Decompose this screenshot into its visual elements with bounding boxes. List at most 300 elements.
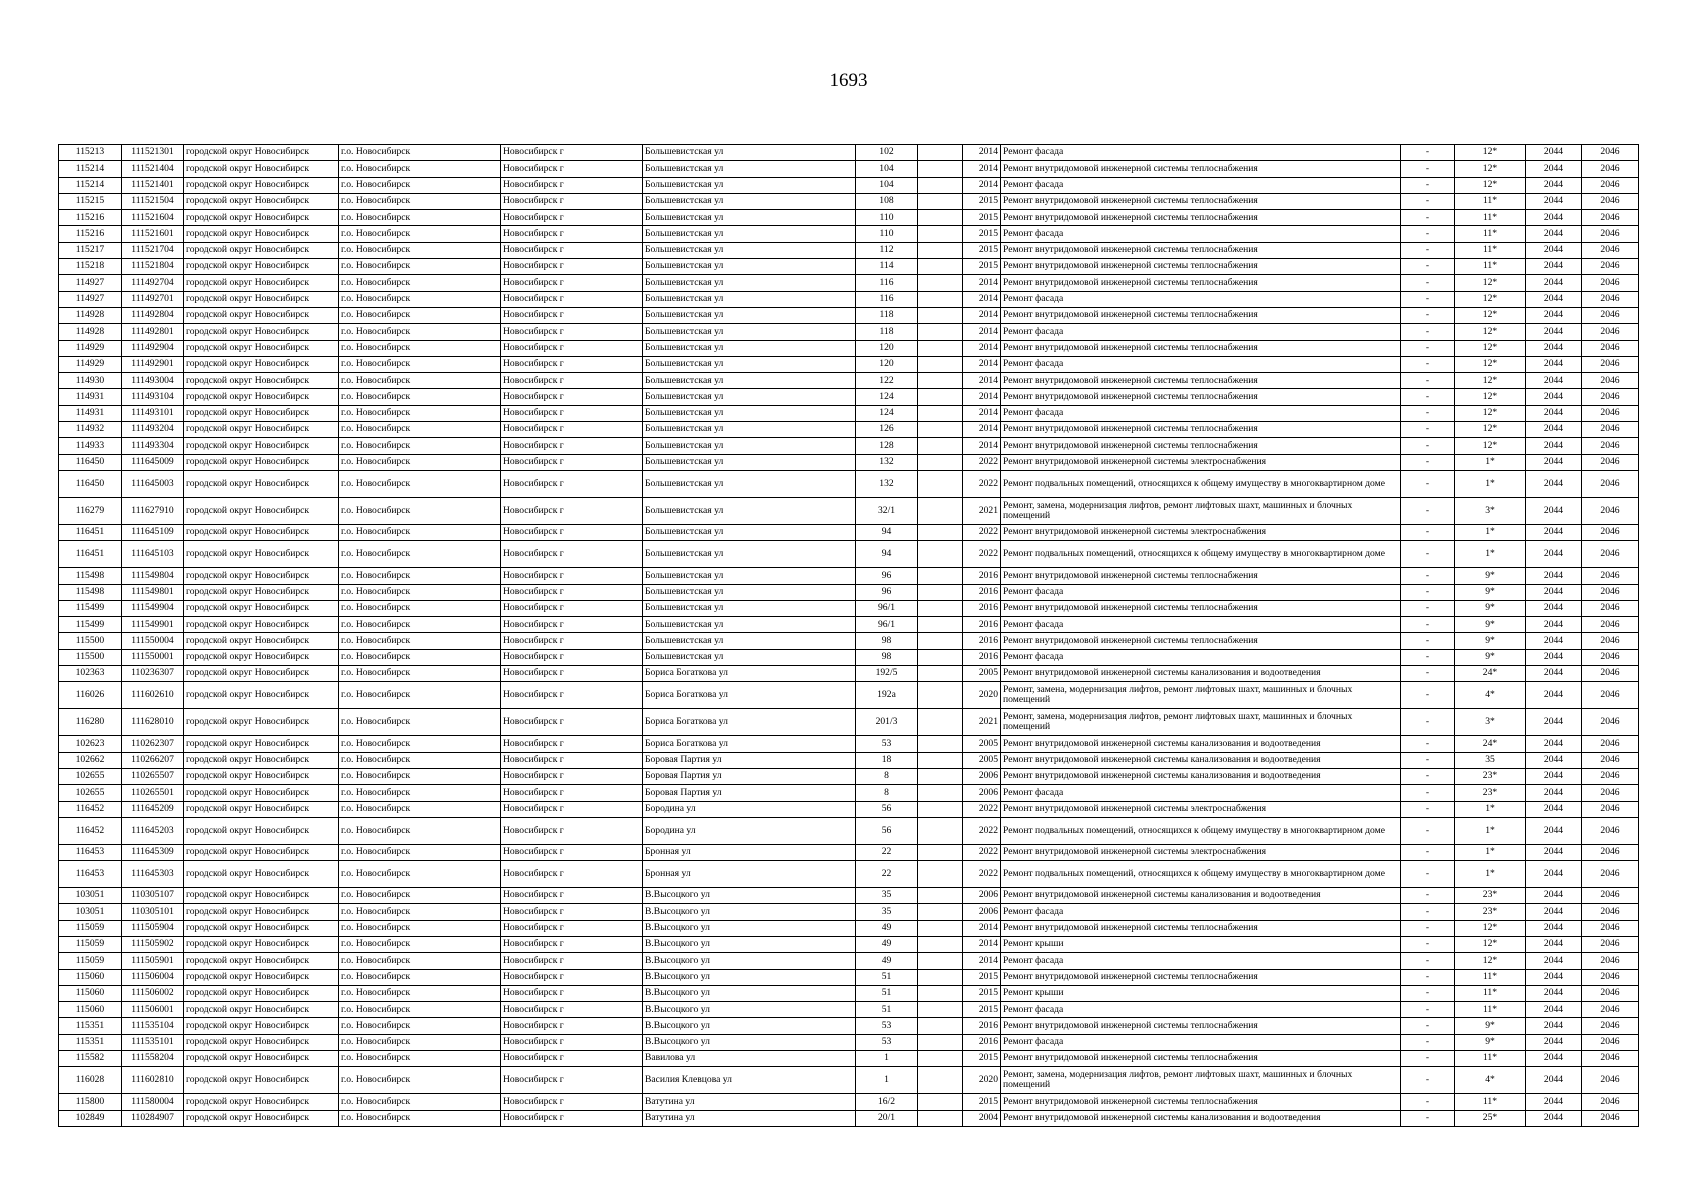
cell-work-type: Ремонт внутридомовой инженерной системы теплоснабжения — [1001, 275, 1401, 291]
cell-municipality: городской округ Новосибирск — [184, 291, 339, 307]
cell-street: В.Высоцкого ул — [643, 953, 856, 969]
cell-work-type: Ремонт внутридомовой инженерной системы теплоснабжения — [1001, 259, 1401, 275]
cell-building — [918, 340, 963, 356]
table-row — [59, 145, 1639, 161]
cell-construction-year: 2015 — [963, 969, 1001, 985]
cell-construction-year: 2015 — [963, 242, 1001, 258]
cell-start-year: 2044 — [1526, 817, 1582, 844]
cell-dash-field: - — [1401, 259, 1455, 275]
cell-end-year: 2046 — [1582, 497, 1639, 524]
cell-work-type: Ремонт фасада — [1001, 291, 1401, 307]
cell-construction-year: 2004 — [963, 1110, 1001, 1126]
cell-municipality: городской округ Новосибирск — [184, 145, 339, 161]
cell-end-year: 2046 — [1582, 936, 1639, 952]
cell-work-type: Ремонт подвальных помещений, относящихся к общему имуществу в многоквартирном доме — [1001, 541, 1401, 568]
cell-dash-field: - — [1401, 682, 1455, 709]
cell-settlement-type: г.о. Новосибирск — [339, 193, 501, 209]
cell-house-number: 108 — [856, 193, 918, 209]
table-row — [59, 193, 1639, 209]
cell-age-years: 24* — [1455, 736, 1526, 752]
cell-dash-field: - — [1401, 801, 1455, 817]
cell-record-id: 115500 — [59, 633, 122, 649]
cell-municipality: городской округ Новосибирск — [184, 709, 339, 736]
cell-record-id: 115582 — [59, 1051, 122, 1067]
cell-city: Новосибирск г — [501, 470, 643, 497]
cell-construction-year: 2014 — [963, 161, 1001, 177]
cell-dash-field: - — [1401, 1018, 1455, 1034]
cell-record-id: 116452 — [59, 801, 122, 817]
cell-work-type: Ремонт внутридомовой инженерной системы теплоснабжения — [1001, 161, 1401, 177]
table-row — [59, 1094, 1639, 1110]
table-row — [59, 568, 1639, 584]
cell-object-code: 111506002 — [122, 985, 184, 1001]
cell-record-id: 116453 — [59, 861, 122, 888]
cell-city: Новосибирск г — [501, 422, 643, 438]
cell-construction-year: 2014 — [963, 936, 1001, 952]
cell-city: Новосибирск г — [501, 568, 643, 584]
cell-city: Новосибирск г — [501, 861, 643, 888]
cell-work-type: Ремонт внутридомовой инженерной системы теплоснабжения — [1001, 600, 1401, 616]
cell-object-code: 110236307 — [122, 666, 184, 682]
cell-age-years: 12* — [1455, 307, 1526, 323]
cell-age-years: 12* — [1455, 373, 1526, 389]
cell-dash-field: - — [1401, 709, 1455, 736]
cell-end-year: 2046 — [1582, 861, 1639, 888]
cell-start-year: 2044 — [1526, 307, 1582, 323]
cell-house-number: 116 — [856, 275, 918, 291]
cell-object-code: 111645003 — [122, 470, 184, 497]
cell-street: Большевистская ул — [643, 324, 856, 340]
cell-start-year: 2044 — [1526, 785, 1582, 801]
cell-object-code: 111645103 — [122, 541, 184, 568]
cell-building — [918, 985, 963, 1001]
cell-settlement-type: г.о. Новосибирск — [339, 633, 501, 649]
cell-record-id: 114931 — [59, 389, 122, 405]
cell-city: Новосибирск г — [501, 1094, 643, 1110]
cell-construction-year: 2015 — [963, 1051, 1001, 1067]
cell-street: Бородина ул — [643, 801, 856, 817]
cell-work-type: Ремонт внутридомовой инженерной системы теплоснабжения — [1001, 1094, 1401, 1110]
cell-street: Большевистская ул — [643, 422, 856, 438]
cell-municipality: городской округ Новосибирск — [184, 969, 339, 985]
cell-dash-field: - — [1401, 1051, 1455, 1067]
cell-dash-field: - — [1401, 373, 1455, 389]
cell-dash-field: - — [1401, 291, 1455, 307]
cell-municipality: городской округ Новосибирск — [184, 1094, 339, 1110]
cell-house-number: 8 — [856, 785, 918, 801]
cell-city: Новосибирск г — [501, 888, 643, 904]
cell-end-year: 2046 — [1582, 817, 1639, 844]
cell-work-type: Ремонт внутридомовой инженерной системы теплоснабжения — [1001, 340, 1401, 356]
cell-settlement-type: г.о. Новосибирск — [339, 226, 501, 242]
cell-end-year: 2046 — [1582, 405, 1639, 421]
cell-construction-year: 2005 — [963, 752, 1001, 768]
cell-house-number: 20/1 — [856, 1110, 918, 1126]
cell-city: Новосибирск г — [501, 226, 643, 242]
cell-construction-year: 2005 — [963, 736, 1001, 752]
cell-construction-year: 2006 — [963, 785, 1001, 801]
cell-work-type: Ремонт фасада — [1001, 1002, 1401, 1018]
cell-dash-field: - — [1401, 768, 1455, 784]
cell-building — [918, 936, 963, 952]
cell-age-years: 12* — [1455, 145, 1526, 161]
cell-dash-field: - — [1401, 307, 1455, 323]
cell-house-number: 35 — [856, 904, 918, 920]
cell-record-id: 116450 — [59, 454, 122, 470]
cell-work-type: Ремонт фасада — [1001, 405, 1401, 421]
cell-settlement-type: г.о. Новосибирск — [339, 617, 501, 633]
cell-age-years: 11* — [1455, 210, 1526, 226]
cell-record-id: 102363 — [59, 666, 122, 682]
cell-age-years: 11* — [1455, 1002, 1526, 1018]
cell-house-number: 1 — [856, 1067, 918, 1094]
cell-settlement-type: г.о. Новосибирск — [339, 356, 501, 372]
cell-start-year: 2044 — [1526, 969, 1582, 985]
cell-city: Новосибирск г — [501, 259, 643, 275]
cell-end-year: 2046 — [1582, 356, 1639, 372]
cell-city: Новосибирск г — [501, 1018, 643, 1034]
cell-municipality: городской округ Новосибирск — [184, 177, 339, 193]
cell-object-code: 111602810 — [122, 1067, 184, 1094]
cell-municipality: городской округ Новосибирск — [184, 242, 339, 258]
cell-house-number: 22 — [856, 861, 918, 888]
cell-object-code: 110265507 — [122, 768, 184, 784]
cell-municipality: городской округ Новосибирск — [184, 1067, 339, 1094]
cell-building — [918, 389, 963, 405]
cell-municipality: городской округ Новосибирск — [184, 953, 339, 969]
cell-construction-year: 2014 — [963, 275, 1001, 291]
cell-end-year: 2046 — [1582, 1002, 1639, 1018]
cell-dash-field: - — [1401, 920, 1455, 936]
cell-house-number: 49 — [856, 936, 918, 952]
cell-object-code: 111645109 — [122, 524, 184, 540]
cell-start-year: 2044 — [1526, 600, 1582, 616]
cell-construction-year: 2016 — [963, 633, 1001, 649]
cell-settlement-type: г.о. Новосибирск — [339, 324, 501, 340]
cell-building — [918, 600, 963, 616]
cell-street: Большевистская ул — [643, 275, 856, 291]
cell-end-year: 2046 — [1582, 454, 1639, 470]
cell-city: Новосибирск г — [501, 356, 643, 372]
cell-house-number: 132 — [856, 470, 918, 497]
cell-settlement-type: г.о. Новосибирск — [339, 844, 501, 860]
cell-municipality: городской округ Новосибирск — [184, 497, 339, 524]
cell-construction-year: 2014 — [963, 405, 1001, 421]
cell-city: Новосибирск г — [501, 389, 643, 405]
cell-end-year: 2046 — [1582, 600, 1639, 616]
cell-end-year: 2046 — [1582, 389, 1639, 405]
cell-building — [918, 161, 963, 177]
cell-work-type: Ремонт фасада — [1001, 145, 1401, 161]
cell-house-number: 96/1 — [856, 617, 918, 633]
cell-age-years: 1* — [1455, 817, 1526, 844]
cell-street: Бронная ул — [643, 861, 856, 888]
cell-end-year: 2046 — [1582, 340, 1639, 356]
table-row — [59, 752, 1639, 768]
cell-end-year: 2046 — [1582, 226, 1639, 242]
cell-city: Новосибирск г — [501, 1110, 643, 1126]
cell-city: Новосибирск г — [501, 752, 643, 768]
cell-end-year: 2046 — [1582, 904, 1639, 920]
cell-building — [918, 1018, 963, 1034]
cell-house-number: 18 — [856, 752, 918, 768]
cell-construction-year: 2016 — [963, 600, 1001, 616]
cell-age-years: 12* — [1455, 340, 1526, 356]
cell-city: Новосибирск г — [501, 985, 643, 1001]
table-row — [59, 768, 1639, 784]
cell-dash-field: - — [1401, 666, 1455, 682]
cell-building — [918, 1034, 963, 1050]
cell-end-year: 2046 — [1582, 920, 1639, 936]
cell-street: Большевистская ул — [643, 145, 856, 161]
cell-object-code: 111549801 — [122, 584, 184, 600]
cell-work-type: Ремонт внутридомовой инженерной системы теплоснабжения — [1001, 1051, 1401, 1067]
cell-object-code: 111493101 — [122, 405, 184, 421]
table-row — [59, 226, 1639, 242]
table-row — [59, 666, 1639, 682]
cell-age-years: 11* — [1455, 985, 1526, 1001]
cell-house-number: 96 — [856, 584, 918, 600]
cell-age-years: 11* — [1455, 1094, 1526, 1110]
cell-object-code: 111505902 — [122, 936, 184, 952]
cell-building — [918, 861, 963, 888]
cell-work-type: Ремонт внутридомовой инженерной системы канализования и водоотведения — [1001, 768, 1401, 784]
cell-record-id: 115217 — [59, 242, 122, 258]
cell-building — [918, 291, 963, 307]
cell-building — [918, 649, 963, 665]
cell-municipality: городской округ Новосибирск — [184, 275, 339, 291]
cell-street: Большевистская ул — [643, 497, 856, 524]
cell-age-years: 12* — [1455, 422, 1526, 438]
cell-street: Бориса Богаткова ул — [643, 736, 856, 752]
cell-age-years: 12* — [1455, 161, 1526, 177]
cell-building — [918, 904, 963, 920]
cell-house-number: 56 — [856, 817, 918, 844]
cell-house-number: 8 — [856, 768, 918, 784]
cell-record-id: 114927 — [59, 275, 122, 291]
cell-street: Большевистская ул — [643, 454, 856, 470]
cell-work-type: Ремонт фасада — [1001, 177, 1401, 193]
cell-dash-field: - — [1401, 356, 1455, 372]
cell-record-id: 115214 — [59, 161, 122, 177]
cell-record-id: 115218 — [59, 259, 122, 275]
cell-building — [918, 210, 963, 226]
cell-street: Большевистская ул — [643, 524, 856, 540]
cell-object-code: 111550001 — [122, 649, 184, 665]
cell-record-id: 116451 — [59, 524, 122, 540]
cell-city: Новосибирск г — [501, 953, 643, 969]
cell-end-year: 2046 — [1582, 307, 1639, 323]
cell-settlement-type: г.о. Новосибирск — [339, 210, 501, 226]
cell-dash-field: - — [1401, 1094, 1455, 1110]
cell-start-year: 2044 — [1526, 1067, 1582, 1094]
cell-work-type: Ремонт внутридомовой инженерной системы теплоснабжения — [1001, 920, 1401, 936]
cell-street: Большевистская ул — [643, 356, 856, 372]
cell-city: Новосибирск г — [501, 438, 643, 454]
cell-municipality: городской округ Новосибирск — [184, 422, 339, 438]
cell-building — [918, 817, 963, 844]
cell-house-number: 49 — [856, 953, 918, 969]
cell-dash-field: - — [1401, 275, 1455, 291]
cell-settlement-type: г.о. Новосибирск — [339, 904, 501, 920]
cell-construction-year: 2014 — [963, 953, 1001, 969]
cell-work-type: Ремонт фасада — [1001, 1034, 1401, 1050]
cell-building — [918, 242, 963, 258]
cell-construction-year: 2014 — [963, 389, 1001, 405]
cell-city: Новосибирск г — [501, 373, 643, 389]
cell-settlement-type: г.о. Новосибирск — [339, 861, 501, 888]
cell-settlement-type: г.о. Новосибирск — [339, 1110, 501, 1126]
cell-end-year: 2046 — [1582, 1051, 1639, 1067]
cell-construction-year: 2014 — [963, 438, 1001, 454]
cell-work-type: Ремонт внутридомовой инженерной системы теплоснабжения — [1001, 307, 1401, 323]
cell-work-type: Ремонт внутридомовой инженерной системы электроснабжения — [1001, 454, 1401, 470]
cell-house-number: 110 — [856, 210, 918, 226]
cell-settlement-type: г.о. Новосибирск — [339, 422, 501, 438]
cell-age-years: 11* — [1455, 242, 1526, 258]
cell-building — [918, 356, 963, 372]
cell-start-year: 2044 — [1526, 682, 1582, 709]
cell-building — [918, 953, 963, 969]
cell-end-year: 2046 — [1582, 470, 1639, 497]
cell-construction-year: 2015 — [963, 985, 1001, 1001]
cell-construction-year: 2022 — [963, 861, 1001, 888]
cell-municipality: городской округ Новосибирск — [184, 210, 339, 226]
cell-record-id: 115060 — [59, 985, 122, 1001]
cell-construction-year: 2014 — [963, 177, 1001, 193]
cell-record-id: 115059 — [59, 953, 122, 969]
cell-settlement-type: г.о. Новосибирск — [339, 541, 501, 568]
table-row — [59, 709, 1639, 736]
cell-settlement-type: г.о. Новосибирск — [339, 736, 501, 752]
cell-object-code: 111535101 — [122, 1034, 184, 1050]
cell-dash-field: - — [1401, 904, 1455, 920]
cell-municipality: городской округ Новосибирск — [184, 617, 339, 633]
cell-municipality: городской округ Новосибирск — [184, 752, 339, 768]
cell-dash-field: - — [1401, 985, 1455, 1001]
cell-settlement-type: г.о. Новосибирск — [339, 649, 501, 665]
cell-work-type: Ремонт внутридомовой инженерной системы теплоснабжения — [1001, 1018, 1401, 1034]
cell-municipality: городской округ Новосибирск — [184, 438, 339, 454]
cell-municipality: городской округ Новосибирск — [184, 666, 339, 682]
cell-settlement-type: г.о. Новосибирск — [339, 1051, 501, 1067]
cell-end-year: 2046 — [1582, 373, 1639, 389]
table-row — [59, 649, 1639, 665]
cell-work-type: Ремонт фасада — [1001, 649, 1401, 665]
cell-dash-field: - — [1401, 145, 1455, 161]
cell-end-year: 2046 — [1582, 985, 1639, 1001]
cell-settlement-type: г.о. Новосибирск — [339, 307, 501, 323]
table-row — [59, 844, 1639, 860]
cell-building — [918, 633, 963, 649]
cell-object-code: 111645209 — [122, 801, 184, 817]
cell-object-code: 110262307 — [122, 736, 184, 752]
cell-construction-year: 2016 — [963, 617, 1001, 633]
cell-dash-field: - — [1401, 524, 1455, 540]
cell-end-year: 2046 — [1582, 785, 1639, 801]
cell-dash-field: - — [1401, 389, 1455, 405]
cell-object-code: 111521401 — [122, 177, 184, 193]
cell-start-year: 2044 — [1526, 649, 1582, 665]
cell-object-code: 111492701 — [122, 291, 184, 307]
cell-municipality: городской округ Новосибирск — [184, 584, 339, 600]
cell-settlement-type: г.о. Новосибирск — [339, 242, 501, 258]
cell-object-code: 111558204 — [122, 1051, 184, 1067]
cell-start-year: 2044 — [1526, 1002, 1582, 1018]
cell-age-years: 23* — [1455, 785, 1526, 801]
cell-object-code: 111645009 — [122, 454, 184, 470]
cell-end-year: 2046 — [1582, 524, 1639, 540]
cell-object-code: 111492901 — [122, 356, 184, 372]
cell-object-code: 111521604 — [122, 210, 184, 226]
cell-record-id: 116279 — [59, 497, 122, 524]
cell-record-id: 114930 — [59, 373, 122, 389]
cell-building — [918, 785, 963, 801]
cell-municipality: городской округ Новосибирск — [184, 1002, 339, 1018]
cell-street: Бориса Богаткова ул — [643, 666, 856, 682]
cell-work-type: Ремонт внутридомовой инженерной системы теплоснабжения — [1001, 193, 1401, 209]
cell-house-number: 120 — [856, 340, 918, 356]
cell-record-id: 102623 — [59, 736, 122, 752]
cell-municipality: городской округ Новосибирск — [184, 1110, 339, 1126]
cell-start-year: 2044 — [1526, 177, 1582, 193]
cell-age-years: 9* — [1455, 633, 1526, 649]
cell-municipality: городской округ Новосибирск — [184, 568, 339, 584]
cell-work-type: Ремонт, замена, модернизация лифтов, ремонт лифтовых шахт, машинных и блочных помещений — [1001, 709, 1401, 736]
cell-work-type: Ремонт внутридомовой инженерной системы теплоснабжения — [1001, 568, 1401, 584]
page-number: 1693 — [829, 70, 868, 91]
cell-record-id: 114929 — [59, 340, 122, 356]
cell-age-years: 9* — [1455, 1034, 1526, 1050]
cell-object-code: 111521404 — [122, 161, 184, 177]
cell-age-years: 12* — [1455, 291, 1526, 307]
cell-building — [918, 1110, 963, 1126]
cell-start-year: 2044 — [1526, 768, 1582, 784]
cell-house-number: 96/1 — [856, 600, 918, 616]
cell-building — [918, 801, 963, 817]
cell-construction-year: 2016 — [963, 584, 1001, 600]
cell-record-id: 115214 — [59, 177, 122, 193]
cell-dash-field: - — [1401, 568, 1455, 584]
cell-city: Новосибирск г — [501, 1034, 643, 1050]
cell-start-year: 2044 — [1526, 438, 1582, 454]
cell-age-years: 9* — [1455, 600, 1526, 616]
cell-house-number: 96 — [856, 568, 918, 584]
cell-end-year: 2046 — [1582, 1034, 1639, 1050]
cell-record-id: 115059 — [59, 920, 122, 936]
cell-dash-field: - — [1401, 226, 1455, 242]
cell-end-year: 2046 — [1582, 801, 1639, 817]
cell-building — [918, 497, 963, 524]
cell-construction-year: 2022 — [963, 541, 1001, 568]
cell-house-number: 94 — [856, 541, 918, 568]
cell-municipality: городской округ Новосибирск — [184, 936, 339, 952]
cell-dash-field: - — [1401, 617, 1455, 633]
table-row — [59, 177, 1639, 193]
cell-record-id: 115059 — [59, 936, 122, 952]
cell-construction-year: 2015 — [963, 193, 1001, 209]
cell-settlement-type: г.о. Новосибирск — [339, 584, 501, 600]
cell-work-type: Ремонт внутридомовой инженерной системы теплоснабжения — [1001, 633, 1401, 649]
cell-city: Новосибирск г — [501, 801, 643, 817]
cell-object-code: 111493104 — [122, 389, 184, 405]
cell-city: Новосибирск г — [501, 454, 643, 470]
cell-age-years: 1* — [1455, 541, 1526, 568]
cell-municipality: городской округ Новосибирск — [184, 649, 339, 665]
cell-building — [918, 568, 963, 584]
cell-city: Новосибирск г — [501, 768, 643, 784]
cell-start-year: 2044 — [1526, 405, 1582, 421]
